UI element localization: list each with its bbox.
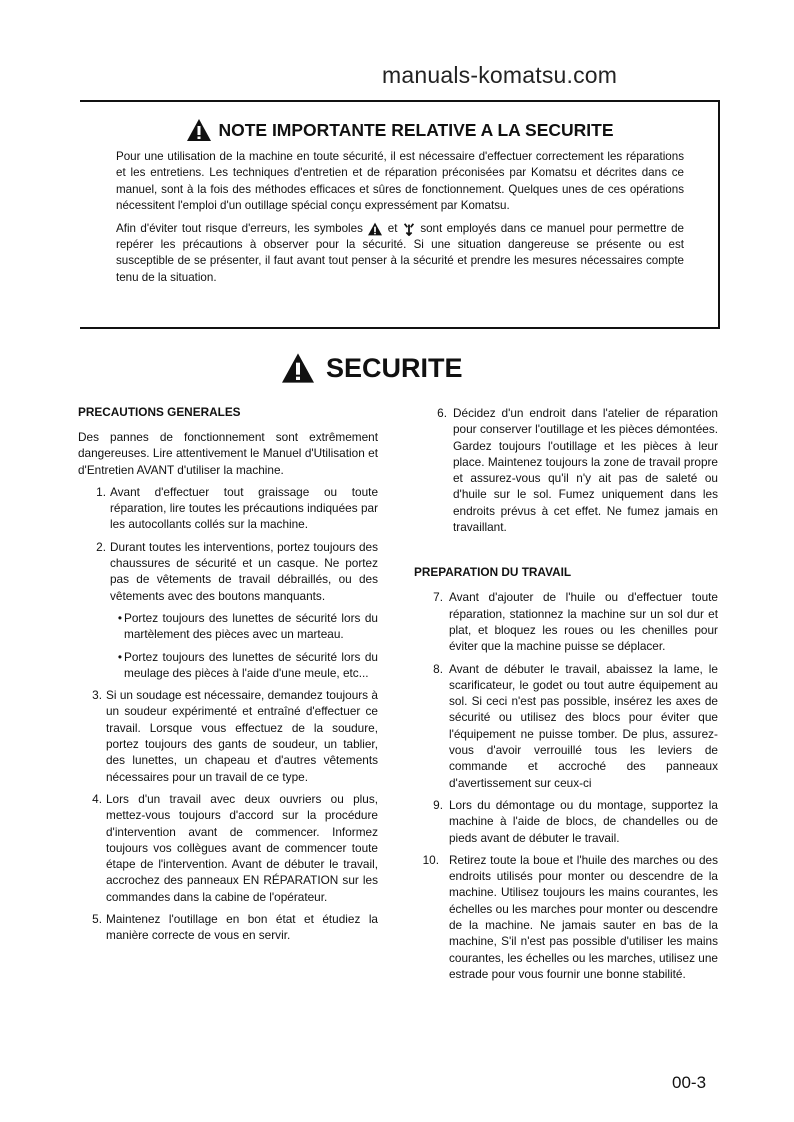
list-item — [92, 911, 378, 944]
bullet-icon: • — [117, 649, 122, 664]
left-column — [78, 405, 378, 944]
item-text: Si un soudage est nécessaire, demandez toujours à un soudeur expérimenté et entraîné d'effectuer ce travail. Lorsque vous effectuez de la soudure, portez toujours des gants de soudeur, un tablier, des lunettes, un chapeau et d'autres vêtements nécessaires pour un travail de ce type. — [106, 688, 378, 784]
preparation-heading: PREPARATION DU TRAVAIL — [414, 565, 572, 580]
note-body — [116, 149, 684, 286]
item-number: 8. — [433, 661, 443, 676]
list-item — [92, 687, 378, 785]
note-title — [80, 118, 720, 142]
list-item — [433, 661, 718, 791]
item-number: 3. — [92, 688, 102, 703]
item-text: Décidez d'un endroit dans l'atelier de réparation pour conserver l'outillage et les pièces démontées. Gardez toujours l'outillage et les pièces à leur place. Maintenez toujours la zone de travail propre et assurez-vous qu'il n'y ait pas de saleté ou d'huile sur le sol. Fumez uniquement dans les endroits prévus à cet effet. Ne fumez jamais en travaillant. — [453, 406, 718, 535]
prohibited-action-icon — [402, 222, 416, 236]
list-item — [437, 405, 718, 535]
item-text: Avant d'effectuer tout graissage ou toute réparation, lire toutes les précautions indiquées par les autocollants collés sur la machine. — [110, 484, 378, 532]
list-item — [96, 484, 378, 533]
section-title — [280, 352, 463, 384]
item-text: Lors d'un travail avec deux ouvriers ou plus, mettez-vous toujours d'accord sur la procédure d'intervention avant de commencer. Informez toujours vos collègues avant de commencer toute étape de l'intervention. Avant de débuter le travail, accrochez des panneaux EN RÉPARATION sur les commandes dans la cabine de l'opérateur. — [106, 791, 378, 904]
item-text: Avant de débuter le travail, abaissez la lame, le scarificateur, le godet ou tout autre équipement au sol. Si ceci n'est pas possible, insérez les axes de sécurité ou utilisez des blocs pour éviter que l'équipement ne puisse tomber. De plus, assurez-vous d'avoir verrouillé tous les leviers de commande et accroché des panneaux d'avertissement sur ceux-ci — [449, 661, 718, 790]
item-number: 7. — [433, 590, 443, 605]
list-item — [433, 797, 718, 846]
item-number: 6. — [437, 406, 447, 420]
bullet-text: Portez toujours des lunettes de sécurité lors du martèlement des pièces avec un marteau. — [124, 610, 378, 642]
item-number: 5. — [92, 912, 102, 927]
bullet-item — [117, 610, 378, 643]
list-item — [433, 589, 718, 654]
item-number: 4. — [92, 791, 102, 806]
item-number: 9. — [433, 797, 443, 812]
bullet-icon: • — [117, 610, 122, 625]
note-paragraph-2-et: et — [387, 221, 398, 235]
item-text: Durant toutes les interventions, portez toujours des chaussures de sécurité et un casque. Ne portez pas de vêtements de travail débraillés, ou des vêtements avec des boutons manquants. — [110, 539, 378, 603]
list-item — [96, 539, 378, 604]
page-number: 00-3 — [672, 1073, 707, 1092]
item-text: Retirez toute la boue et l'huile des marches ou des endroits utilisés pour monter ou descendre de la machine. Utilisez toujours les mains courantes, les échelles ou les marches pour monter ou descendre de la machine. Ne jamais sauter en bas de la machine, S'il n'est pas possible d'utiliser les mains courantes, les échelles ou les marches, utilisez une estrade pour vous fournir une bonne stabilité. — [449, 852, 718, 981]
watermark: manuals-komatsu.com — [382, 62, 618, 88]
item-number: 1. — [96, 484, 106, 499]
note-paragraph-2-start: Afin d'éviter tout risque d'erreurs, les symboles — [116, 221, 363, 235]
note-paragraph-2-end: sont employés dans ce manuel pour permettre de repérer les précautions à observer pour la sécurité. Si une situation dangereuse se présente ou est susceptible de se présenter, il faut avant tout penser à la sécurité et prendre les mesures nécessaires compte tenu de la situation. — [116, 221, 684, 284]
right-column — [414, 405, 718, 982]
item-number: 2. — [96, 539, 106, 554]
warning-triangle-icon — [186, 118, 212, 142]
general-intro: Des pannes de fonctionnement sont extrêmement dangereuses. Lire attentivement le Manuel d'Utilisation et d'Entretien AVANT d'utiliser la machine. — [78, 430, 378, 477]
warning-triangle-icon — [367, 222, 383, 236]
bullet-item — [117, 649, 378, 682]
note-paragraph-2 — [116, 221, 684, 287]
list-item — [92, 791, 378, 905]
item-text: Maintenez l'outillage en bon état et étudiez la manière correcte de vous en servir. — [106, 912, 378, 943]
note-title-text: NOTE IMPORTANTE RELATIVE A LA SECURITE — [218, 119, 614, 140]
note-paragraph-1: Pour une utilisation de la machine en toute sécurité, il est nécessaire d'effectuer correctement les réparations et les entretiens. Les techniques d'entretien et de réparation préconisées par Komatsu et décrites dans ce manuel, sont à la fois des méthodes efficaces et sûres de fonctionnement. Quelques unes de ces opérations nécessitent l'emploi d'un outillage spécial conçu expressément par Komatsu. — [116, 150, 684, 213]
general-heading: PRECAUTIONS GENERALES — [78, 405, 241, 419]
bullet-text: Portez toujours des lunettes de sécurité lors du meulage des pièces à l'aide d'une meule, etc... — [124, 649, 378, 680]
section-title-text: SECURITE — [326, 352, 463, 383]
item-text: Lors du démontage ou du montage, supportez la machine à l'aide de blocs, de chandelles ou de pieds avant de débuter le travail. — [449, 797, 718, 845]
item-text: Avant d'ajouter de l'huile ou d'effectuer toute réparation, stationnez la machine sur un sol dur et plat, et bloquez les roues ou les chenilles pour éviter que la machine puisse se déplacer. — [449, 590, 718, 654]
warning-triangle-icon — [280, 352, 316, 384]
list-item — [422, 852, 718, 982]
item-number: 10. — [422, 852, 439, 867]
